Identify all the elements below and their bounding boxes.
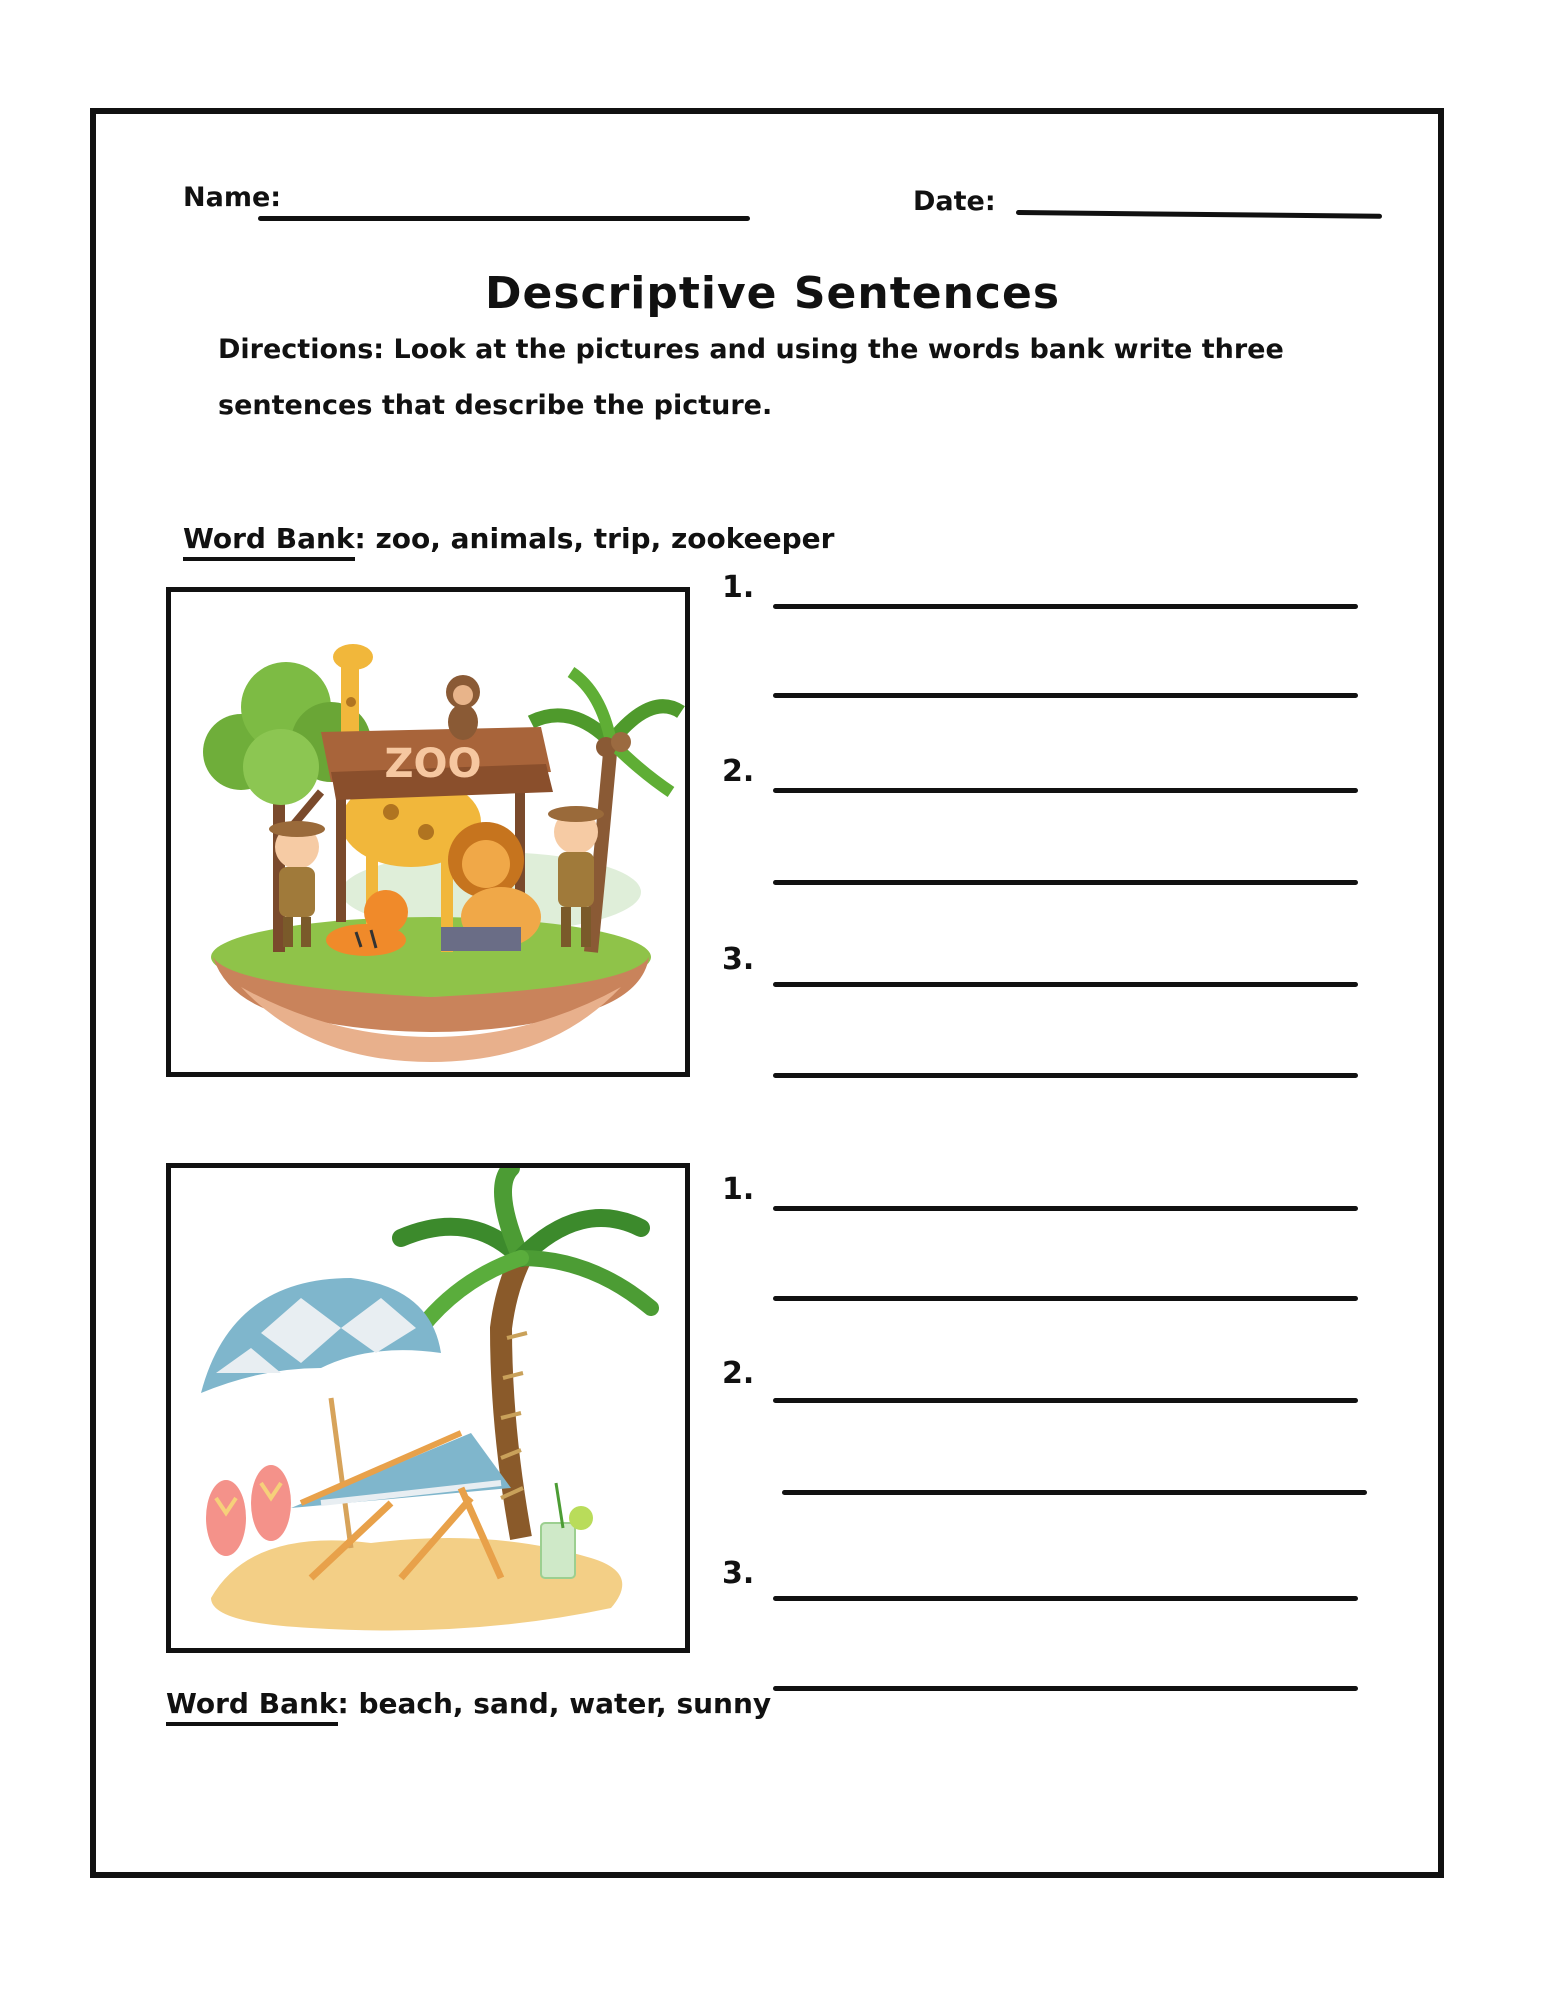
name-label: Name: (183, 182, 282, 213)
sentence-number: 2. (722, 754, 755, 789)
answer-line[interactable] (773, 982, 1358, 987)
word-bank-label: Word Bank (183, 522, 355, 561)
word-bank-zoo (183, 522, 834, 561)
sentence-number: 2. (722, 1356, 755, 1391)
word-bank-words: : beach, sand, water, sunny (337, 1687, 772, 1720)
sentence-number: 1. (722, 570, 755, 605)
sentence-number: 3. (722, 942, 755, 977)
answer-line[interactable] (782, 1490, 1367, 1495)
page-title: Descriptive Sentences (484, 268, 1061, 319)
word-bank-label: Word Bank (166, 1687, 338, 1726)
zoo-sign-text: ZOO (384, 741, 482, 787)
name-line[interactable] (258, 216, 750, 221)
answer-line[interactable] (773, 693, 1358, 698)
sentence-number: 1. (722, 1172, 755, 1207)
zoo-picture (166, 587, 690, 1077)
beach-picture (166, 1163, 690, 1653)
answer-line[interactable] (773, 1596, 1358, 1601)
directions-text: Directions: Look at the pictures and using the words bank write three sentences that describe the picture. (218, 334, 1284, 421)
answer-line[interactable] (773, 1296, 1358, 1301)
answer-line[interactable] (773, 1686, 1358, 1691)
answer-line[interactable] (773, 1206, 1358, 1211)
answer-line[interactable] (773, 1398, 1358, 1403)
word-bank-words: : zoo, animals, trip, zookeeper (354, 522, 835, 555)
answer-line[interactable] (773, 604, 1358, 609)
date-label: Date: (913, 186, 996, 217)
word-bank-beach (166, 1687, 771, 1726)
answer-line[interactable] (773, 788, 1358, 793)
answer-line[interactable] (773, 880, 1358, 885)
answer-line[interactable] (773, 1073, 1358, 1078)
sentence-number: 3. (722, 1556, 755, 1591)
